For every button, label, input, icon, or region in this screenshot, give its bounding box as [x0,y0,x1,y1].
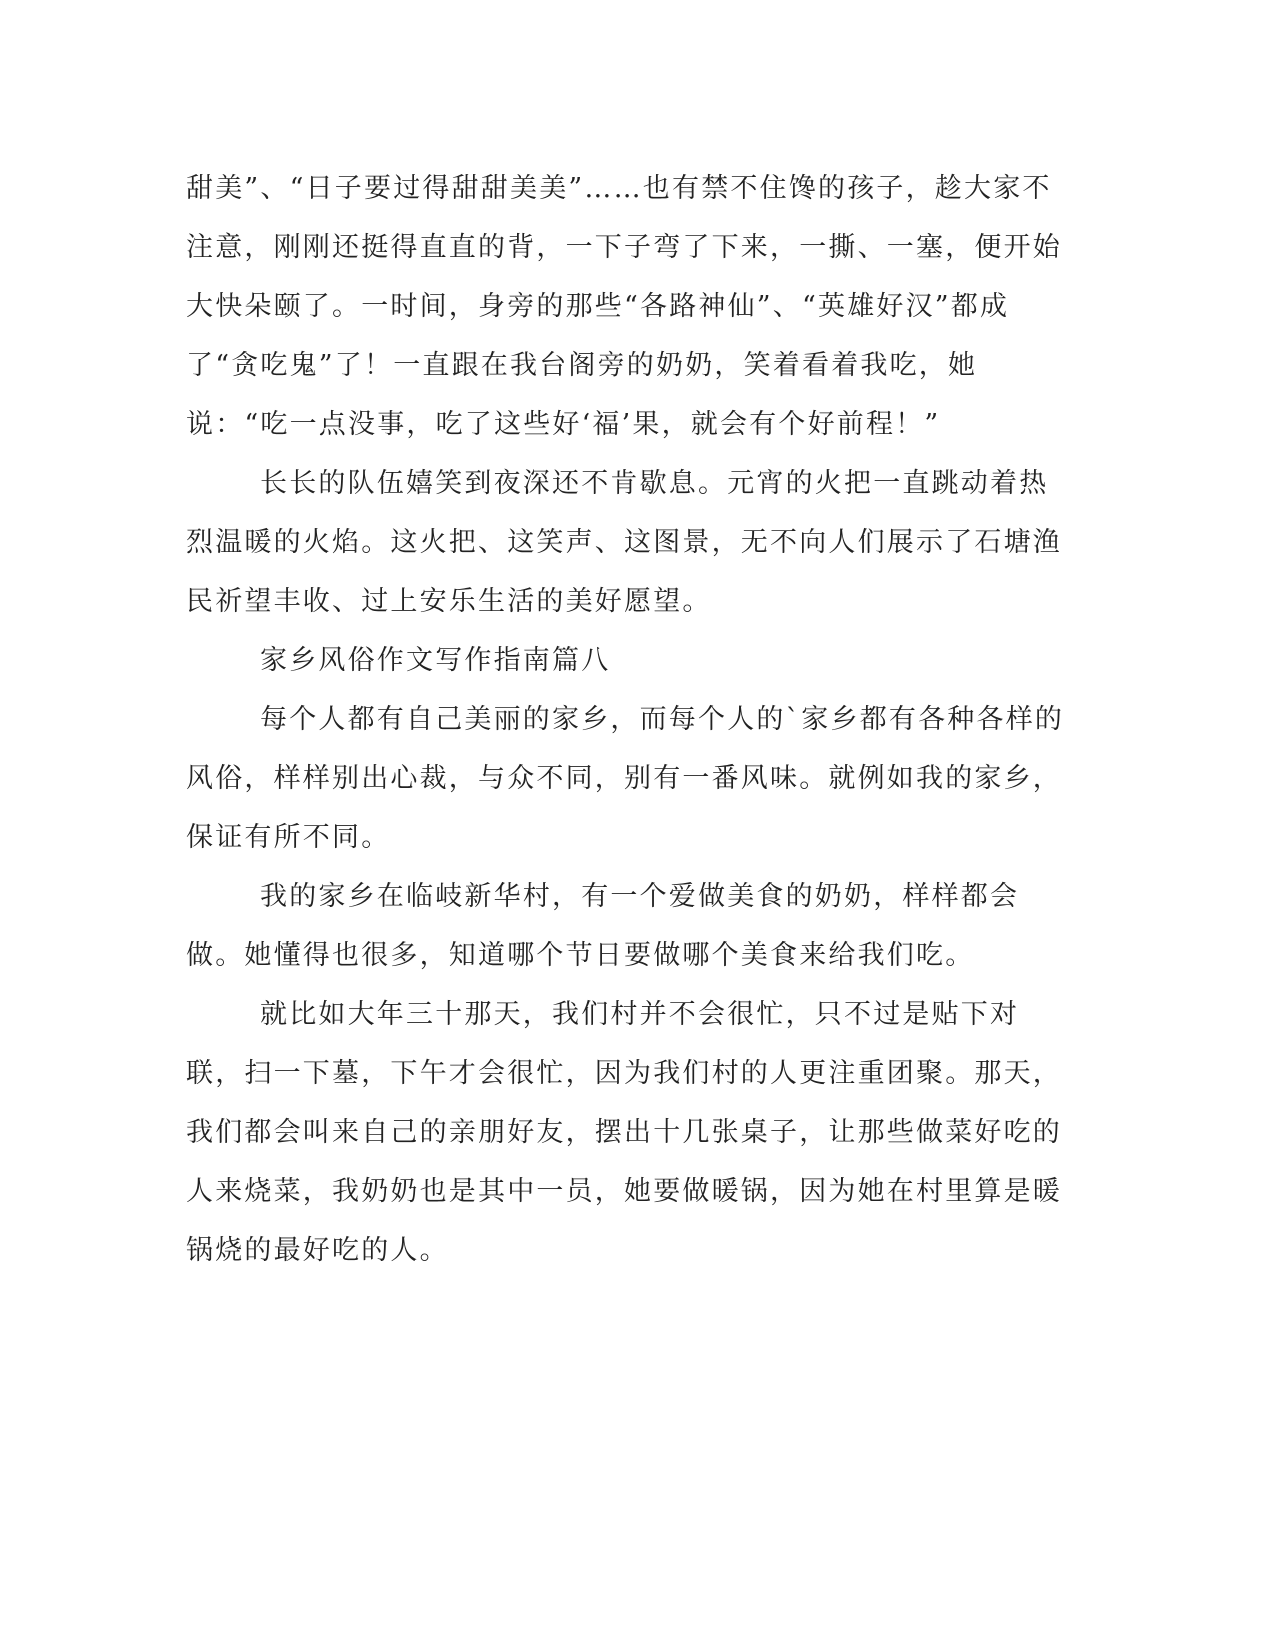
paragraph-1: 甜美”、“日子要过得甜甜美美”……也有禁不住馋的孩子，趁大家不注意，刚刚还挺得直直的背，一下子弯了下来，一撕、一塞，便开始大快朵颐了。一时间，身旁的那些“各路神仙”、“英雄好汉”都成了“贪吃鬼”了！一直跟在我台阁旁的奶奶，笑着看着我吃，她说：“吃一点没事，吃了这些好‘福’果，就会有个好前程！” [186,173,1062,440]
paragraph-2: 长长的队伍嬉笑到夜深还不肯歇息。元宵的火把一直跳动着热烈温暖的火焰。这火把、这笑声、这图景，无不向人们展示了石塘渔民祈望丰收、过上安乐生活的美好愿望。 [186,468,1062,617]
paragraph-5: 就比如大年三十那天，我们村并不会很忙，只不过是贴下对联，扫一下墓，下午才会很忙，因为我们村的人更注重团聚。那天，我们都会叫来自己的亲朋好友，摆出十几张桌子，让那些做菜好吃的人来烧菜，我奶奶也是其中一员，她要做暖锅，因为她在村里算是暖锅烧的最好吃的人。 [186,999,1062,1266]
paragraph-3: 每个人都有自己美丽的家乡，而每个人的`家乡都有各种各样的风俗，样样别出心裁，与众不同，别有一番风味。就例如我的家乡，保证有所不同。 [186,704,1065,853]
section-heading: 家乡风俗作文写作指南篇八 [260,645,611,676]
paragraph-4: 我的家乡在临岐新华村，有一个爱做美食的奶奶，样样都会做。她懂得也很多，知道哪个节日要做哪个美食来给我们吃。 [186,881,1020,971]
document-body [186,159,1066,1280]
